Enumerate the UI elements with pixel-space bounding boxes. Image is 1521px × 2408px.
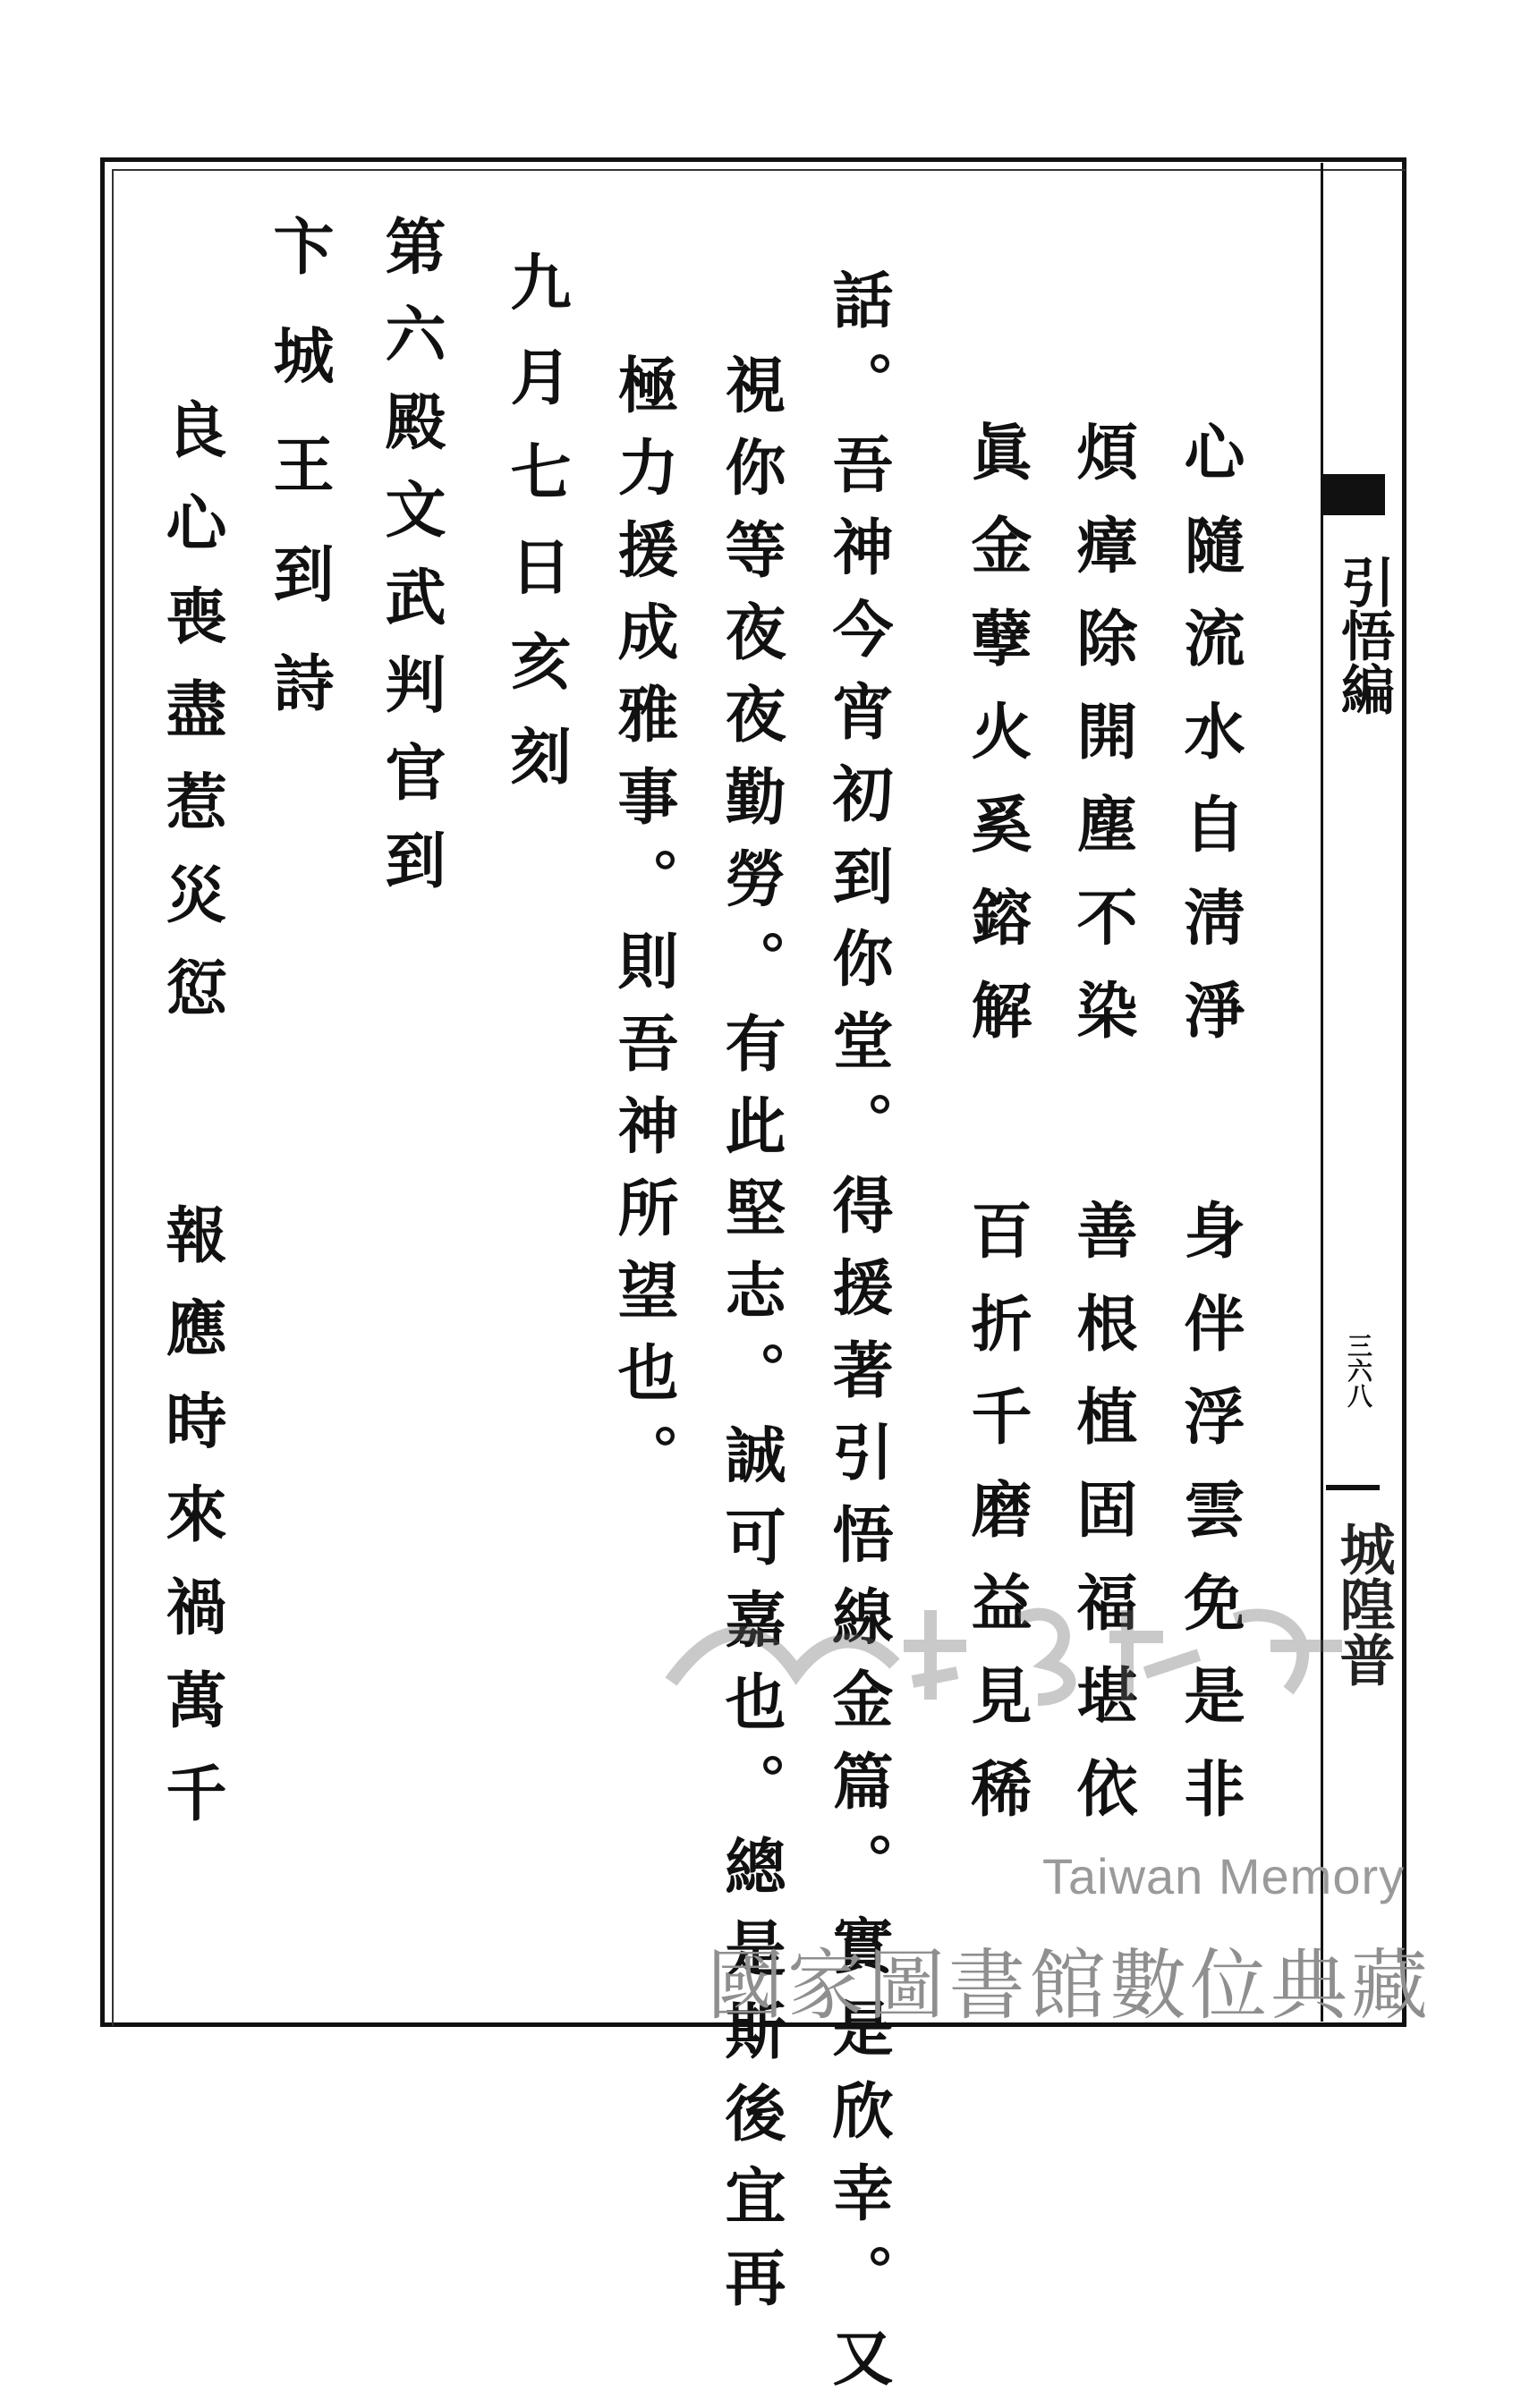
page-number: 三六八 [1344, 1333, 1373, 1408]
verse-line-2a: 煩瘴除開塵不染 [1066, 420, 1138, 1072]
prose-line-2: 視你等夜夜勤勞。有此堅志。誠可嘉也。總是斯後宜再 [715, 353, 786, 2328]
watermark-chinese: 國家圖書館數位典藏 [707, 1941, 1432, 2031]
prose-line-1: 話。吾神今宵初到你堂。得援著引悟線金篇。實是欣幸。又 [822, 268, 894, 2408]
watermark-seal [662, 1583, 1387, 1708]
verse-line-4a: 良心喪盡惹災愆 [156, 398, 227, 1049]
verse-line-2b: 善根植固福堪依 [1066, 1199, 1138, 1850]
page-margin-column [1321, 163, 1401, 2022]
arrival-heading: 第六殿文武判官到 [375, 215, 446, 916]
margin-running-title: 城隍普 [1330, 1521, 1396, 1687]
margin-divider [1326, 1485, 1380, 1490]
verse-line-1b: 身伴浮雲免是非 [1174, 1199, 1245, 1850]
date-heading: 九月七日亥刻 [500, 250, 572, 819]
verse-line-1a: 心隨流水自淸淨 [1174, 420, 1245, 1072]
margin-fishtail-mark [1322, 474, 1385, 515]
prose-line-3: 極力援成雅事。則吾神所望也。 [608, 353, 679, 1505]
watermark-english: Taiwan Memory [1042, 1848, 1406, 1904]
margin-book-title: 引悟編 [1332, 555, 1395, 716]
poem-heading: 卞城王到詩 [263, 215, 335, 760]
verse-line-4b: 報應時來禍萬千 [156, 1203, 227, 1854]
verse-line-3a: 眞金孽火奚鎔解 [961, 420, 1032, 1072]
verse-line-3b: 百折千磨益見稀 [961, 1199, 1032, 1850]
